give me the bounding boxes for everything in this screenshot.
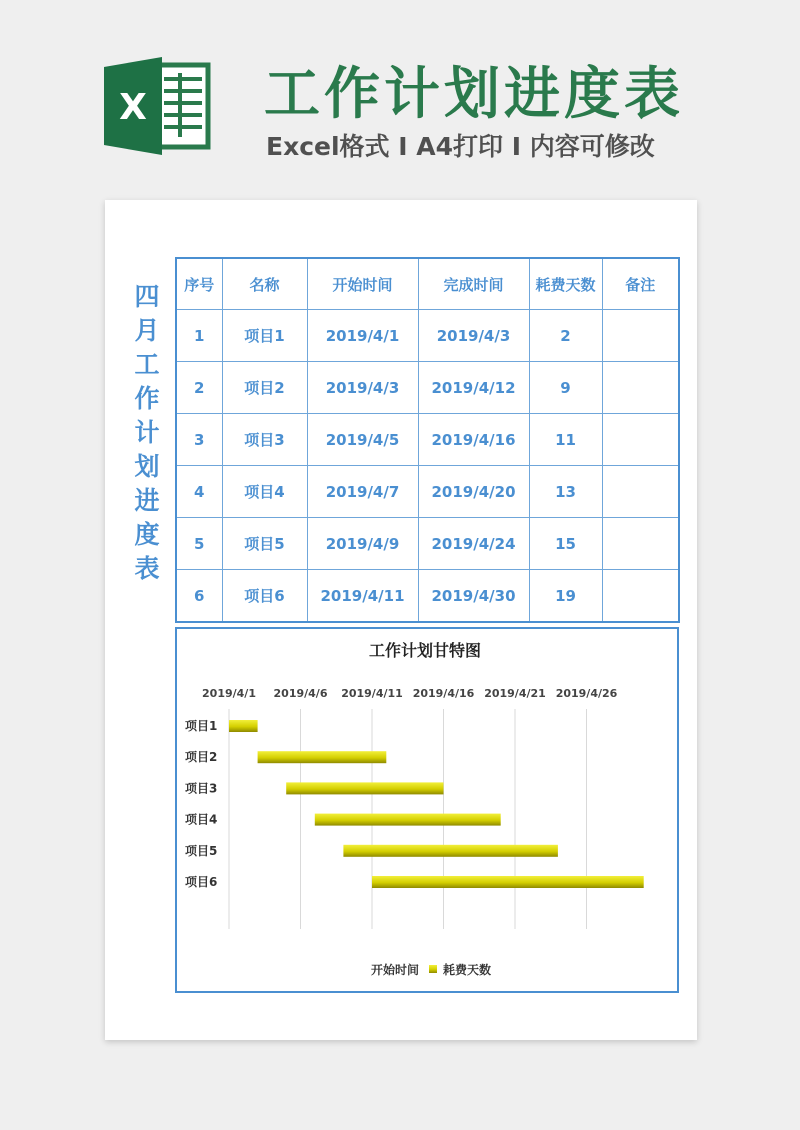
cell-index: 3 xyxy=(176,414,222,466)
gantt-chart xyxy=(175,627,679,993)
cell-index: 2 xyxy=(176,362,222,414)
table-row xyxy=(176,362,679,414)
cell-start: 2019/4/1 xyxy=(307,310,418,362)
cell-start: 2019/4/5 xyxy=(307,414,418,466)
gantt-bar xyxy=(258,751,387,763)
cell-name: 项目5 xyxy=(222,518,307,570)
cell-index: 4 xyxy=(176,466,222,518)
cell-notes[interactable] xyxy=(602,570,679,623)
gantt-bar xyxy=(315,814,501,826)
table-row xyxy=(176,310,679,362)
cell-end: 2019/4/3 xyxy=(418,310,529,362)
cell-index: 6 xyxy=(176,570,222,623)
x-tick-label: 2019/4/1 xyxy=(202,687,256,700)
cell-name: 项目2 xyxy=(222,362,307,414)
cell-name: 项目3 xyxy=(222,414,307,466)
cell-notes[interactable] xyxy=(602,466,679,518)
cell-name: 项目6 xyxy=(222,570,307,623)
page-subtitle: Excel格式 I A4打印 I 内容可修改 xyxy=(266,132,655,161)
cell-end: 2019/4/30 xyxy=(418,570,529,623)
plan-table xyxy=(175,257,680,623)
table-row xyxy=(176,414,679,466)
table-row xyxy=(176,466,679,518)
gantt-chart-svg xyxy=(177,629,677,991)
cell-days: 19 xyxy=(529,570,602,623)
cell-days: 9 xyxy=(529,362,602,414)
cell-start: 2019/4/7 xyxy=(307,466,418,518)
cell-end: 2019/4/24 xyxy=(418,518,529,570)
vertical-sheet-title: 四月工作计划进度表 xyxy=(134,282,160,583)
x-tick-label: 2019/4/26 xyxy=(555,687,618,700)
table-header-row xyxy=(176,258,679,310)
gantt-bar xyxy=(286,782,443,794)
y-category-label: 项目1 xyxy=(185,719,218,733)
chart-legend xyxy=(371,962,491,977)
cell-notes[interactable] xyxy=(602,310,679,362)
cell-end: 2019/4/12 xyxy=(418,362,529,414)
cell-end: 2019/4/16 xyxy=(418,414,529,466)
cell-notes[interactable] xyxy=(602,362,679,414)
y-category-label: 项目3 xyxy=(185,781,218,796)
y-category-label: 项目5 xyxy=(185,843,218,858)
y-category-label: 项目4 xyxy=(185,812,218,827)
gantt-bar xyxy=(229,720,258,732)
gantt-bar xyxy=(343,845,558,857)
header-days: 耗费天数 xyxy=(529,258,602,310)
cell-notes[interactable] xyxy=(602,414,679,466)
legend-swatch-days xyxy=(429,965,437,973)
y-category-label: 项目6 xyxy=(185,875,218,889)
header-notes: 备注 xyxy=(602,258,679,310)
header-index: 序号 xyxy=(176,258,222,310)
header-start: 开始时间 xyxy=(307,258,418,310)
gantt-bar xyxy=(372,876,644,888)
x-tick-label: 2019/4/16 xyxy=(412,687,475,700)
header-name: 名称 xyxy=(222,258,307,310)
cell-start: 2019/4/11 xyxy=(307,570,418,623)
table-row xyxy=(176,570,679,623)
x-tick-label: 2019/4/21 xyxy=(484,687,546,700)
cell-days: 13 xyxy=(529,466,602,518)
excel-logo-icon xyxy=(104,57,212,155)
legend-label-days: 耗费天数 xyxy=(443,963,492,977)
cell-index: 1 xyxy=(176,310,222,362)
cell-index: 5 xyxy=(176,518,222,570)
header-end: 完成时间 xyxy=(418,258,529,310)
cell-days: 15 xyxy=(529,518,602,570)
cell-notes[interactable] xyxy=(602,518,679,570)
table-row xyxy=(176,518,679,570)
cell-name: 项目4 xyxy=(222,466,307,518)
cell-name: 项目1 xyxy=(222,310,307,362)
cell-end: 2019/4/20 xyxy=(418,466,529,518)
chart-title: 工作计划甘特图 xyxy=(368,641,482,660)
x-tick-label: 2019/4/6 xyxy=(273,687,328,700)
legend-label-start: 开始时间 xyxy=(371,963,420,977)
logo-letter: X xyxy=(119,87,147,128)
cell-start: 2019/4/3 xyxy=(307,362,418,414)
cell-days: 11 xyxy=(529,414,602,466)
cell-start: 2019/4/9 xyxy=(307,518,418,570)
x-tick-label: 2019/4/11 xyxy=(341,687,403,700)
cell-days: 2 xyxy=(529,310,602,362)
page-title: 工作计划进度表 xyxy=(264,62,684,127)
y-category-label: 项目2 xyxy=(185,750,218,765)
